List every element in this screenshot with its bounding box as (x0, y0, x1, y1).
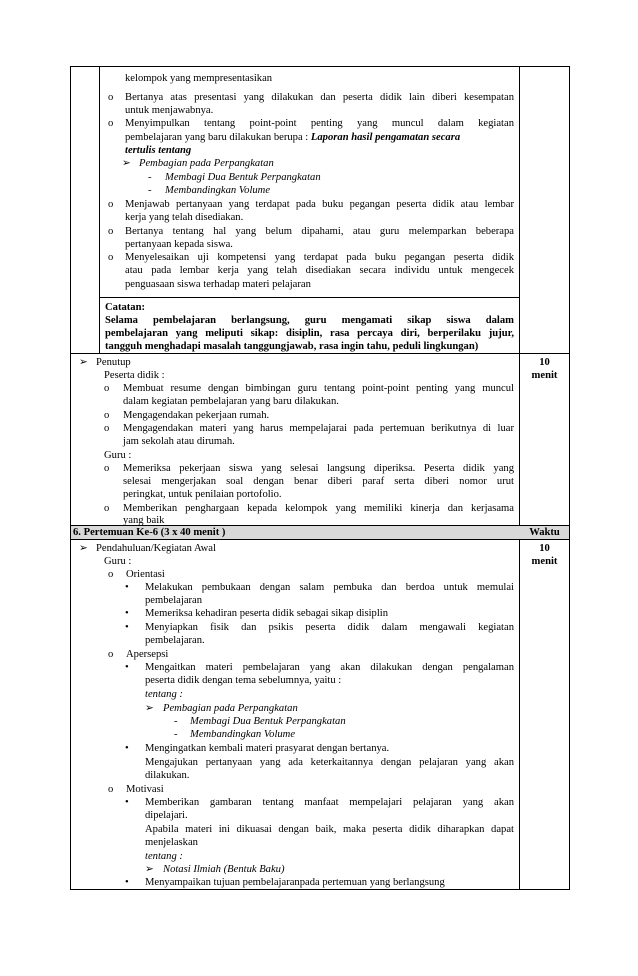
text-line: untuk menjawabnya. (125, 105, 214, 116)
motivasi-label: Motivasi (126, 784, 164, 795)
text-line: Memeriksa pekerjaan siswa yang selesai langsung diperiksa. Peserta didik yang (123, 463, 514, 474)
table-right-border (569, 66, 570, 890)
text-line: peringkat, untuk penilaian portofolio. (123, 489, 282, 500)
circle-bullet: o (108, 118, 114, 129)
topic-heading: Pembagian pada Perpangkatan (163, 703, 298, 714)
text-line: Mengaitkan materi pembelajaran yang akan dilakukan dengan pengalaman (145, 662, 514, 673)
dash-bullet: - (174, 729, 178, 740)
time-value: 10 (539, 543, 550, 554)
subtopic: Membandingkan Volume (165, 185, 271, 196)
emphasis-text: tertulis tentang (125, 145, 192, 156)
arrow-bullet-icon: ➢ (79, 543, 88, 554)
inner-box-top (70, 66, 570, 67)
catatan-title: Catatan: (105, 302, 146, 313)
text-line: Menyampaikan tujuan pembelajaranpada pertemuan yang berlangsung (145, 877, 445, 888)
subtopic: Membagi Dua Bentuk Perpangkatan (190, 716, 346, 727)
catatan-line: Selama pembelajaran berlangsung, guru mengamati sikap siswa dalam (105, 315, 514, 326)
dot-bullet: • (125, 797, 129, 808)
text-line: Apabila materi ini dikuasai dengan baik, maka peserta didik diharapkan dapat (145, 824, 514, 835)
tentang-label: tentang : (145, 851, 183, 862)
circle-bullet: o (104, 503, 110, 514)
orientasi-label: Orientasi (126, 569, 165, 580)
catatan-line: tangguh menghadapi masalah tanggungjawab, rasa ingin tahu, peduli lingkungan) (105, 341, 479, 352)
text-line: atau pada lembar kerja yang telah disediakan secara individu untuk mengecek (125, 265, 514, 276)
text-line: yang baik (123, 515, 165, 526)
dash-bullet: - (148, 185, 152, 196)
time-value: 10 (539, 357, 550, 368)
text-line: Bertanya tentang hal yang belum dipahami, atau guru melemparkan beberapa (125, 226, 514, 237)
time-unit: menit (531, 556, 558, 567)
peserta-label: Peserta didik : (104, 370, 165, 381)
topic-heading: Notasi Ilmiah (Bentuk Baku) (163, 864, 285, 875)
text-span: pembelajaran yang baru dilakukan berupa : (125, 132, 311, 143)
text-line: Mengagendakan materi yang harus mempelajarai pada pertemuan berikutnya di luar (123, 423, 514, 434)
text-line: Membuat resume dengan bimbingan guru tentang point-point penting yang muncul (123, 383, 514, 394)
catatan-top-line (99, 297, 519, 298)
text-line (125, 131, 460, 144)
dot-bullet: • (125, 662, 129, 673)
text-line: Memberikan penghargaan kepada kelompok yang memiliki kinerja dan kerjasama (123, 503, 514, 514)
text-line: Menyiapkan fisik dan psikis peserta didik dalam mengawali kegiatan (145, 622, 514, 633)
text-line: Mengagendakan pekerjaan rumah. (123, 410, 270, 421)
text-line: Memberikan gambaran tentang manfaat mempelajari pelajaran yang akan (145, 797, 514, 808)
text-line: dilakukan. (145, 770, 190, 781)
pendahuluan-heading: Pendahuluan/Kegiatan Awal (96, 543, 216, 554)
circle-bullet: o (108, 226, 114, 237)
dot-bullet: • (125, 743, 129, 754)
column-divider (519, 66, 520, 890)
circle-bullet: o (108, 569, 114, 580)
text-line: jam sekolah atau dirumah. (123, 436, 235, 447)
text-line: Menyimpulkan tentang point-point penting yang muncul dalam kegiatan (125, 118, 514, 129)
tentang-label: tentang : (145, 689, 183, 700)
circle-bullet: o (108, 199, 114, 210)
waktu-header: Waktu (529, 527, 560, 538)
text-line: dalam kegiatan pembelajaran yang baru dilakukan. (123, 396, 339, 407)
text-line: Bertanya atas presentasi yang dilakukan dan peserta didik lain diberi kesempatan (125, 92, 514, 103)
dot-bullet: • (125, 608, 129, 619)
text-line: Mengingatkan kembali materi prasyarat dengan bertanya. (145, 743, 390, 754)
circle-bullet: o (108, 252, 114, 263)
circle-bullet: o (104, 410, 110, 421)
inner-box-left (99, 66, 100, 353)
dash-bullet: - (148, 172, 152, 183)
circle-bullet: o (104, 423, 110, 434)
text-line: Mengajukan pertanyaan yang ada keterkaitannya dengan pelajaran yang akan (145, 757, 514, 768)
arrow-bullet-icon: ➢ (122, 158, 131, 169)
text-line: penguasaan siswa terhadap materi pelajaran (125, 279, 311, 290)
subtopic: Membandingkan Volume (190, 729, 296, 740)
guru-label: Guru : (104, 450, 132, 461)
dash-bullet: - (174, 716, 178, 727)
arrow-bullet-icon: ➢ (145, 703, 154, 714)
apersepsi-label: Apersepsi (126, 649, 169, 660)
text-line: peserta didik dengan tema sebelumnya, yaitu : (145, 675, 342, 686)
text-line: Melakukan pembukaan dengan salam pembuka dan berdoa untuk memulai (145, 582, 514, 593)
circle-bullet: o (108, 649, 114, 660)
dot-bullet: • (125, 877, 129, 888)
penutup-heading: Penutup (96, 357, 131, 368)
text-line: kelompok yang mempresentasikan (125, 73, 273, 84)
catatan-line: pembelajaran yang meliputi sikap: disiplin, rasa percaya diri, berperilaku jujur, (105, 328, 514, 339)
circle-bullet: o (104, 463, 110, 474)
text-line: Menyelesaikan uji kompetensi yang terdapat pada buku pegangan peserta didik (125, 252, 514, 263)
text-line: pembelajaran. (145, 635, 205, 646)
text-line: Menjawab pertanyaan yang terdapat pada buku pegangan peserta didik atau lembar (125, 199, 514, 210)
time-unit: menit (531, 370, 558, 381)
text-line: menjelaskan (145, 837, 198, 848)
subtopic: Membagi Dua Bentuk Perpangkatan (165, 172, 321, 183)
table-left-border (70, 66, 71, 890)
circle-bullet: o (108, 92, 114, 103)
guru-label: Guru : (104, 556, 132, 567)
arrow-bullet-icon: ➢ (145, 864, 154, 875)
text-line: pembelajaran (145, 595, 203, 606)
dot-bullet: • (125, 622, 129, 633)
text-line: pertanyaan kepada siswa. (125, 239, 233, 250)
topic-heading: Pembagian pada Perpangkatan (139, 158, 274, 169)
dot-bullet: • (125, 582, 129, 593)
pertemuan-title: 6. Pertemuan Ke-6 (3 x 40 menit ) (73, 527, 226, 538)
text-line: Memeriksa kehadiran peserta didik sebagai sikap disiplin (145, 608, 388, 619)
text-line: selesai mengerjakan soal dengan benar diberi paraf serta diberi nomor urut (123, 476, 514, 487)
text-line: kerja yang telah disediakan. (125, 212, 244, 223)
circle-bullet: o (108, 784, 114, 795)
circle-bullet: o (104, 383, 110, 394)
text-line: dipelajari. (145, 810, 188, 821)
emphasis-text: Laporan hasil pengamatan secara (310, 132, 461, 143)
arrow-bullet-icon: ➢ (79, 357, 88, 368)
